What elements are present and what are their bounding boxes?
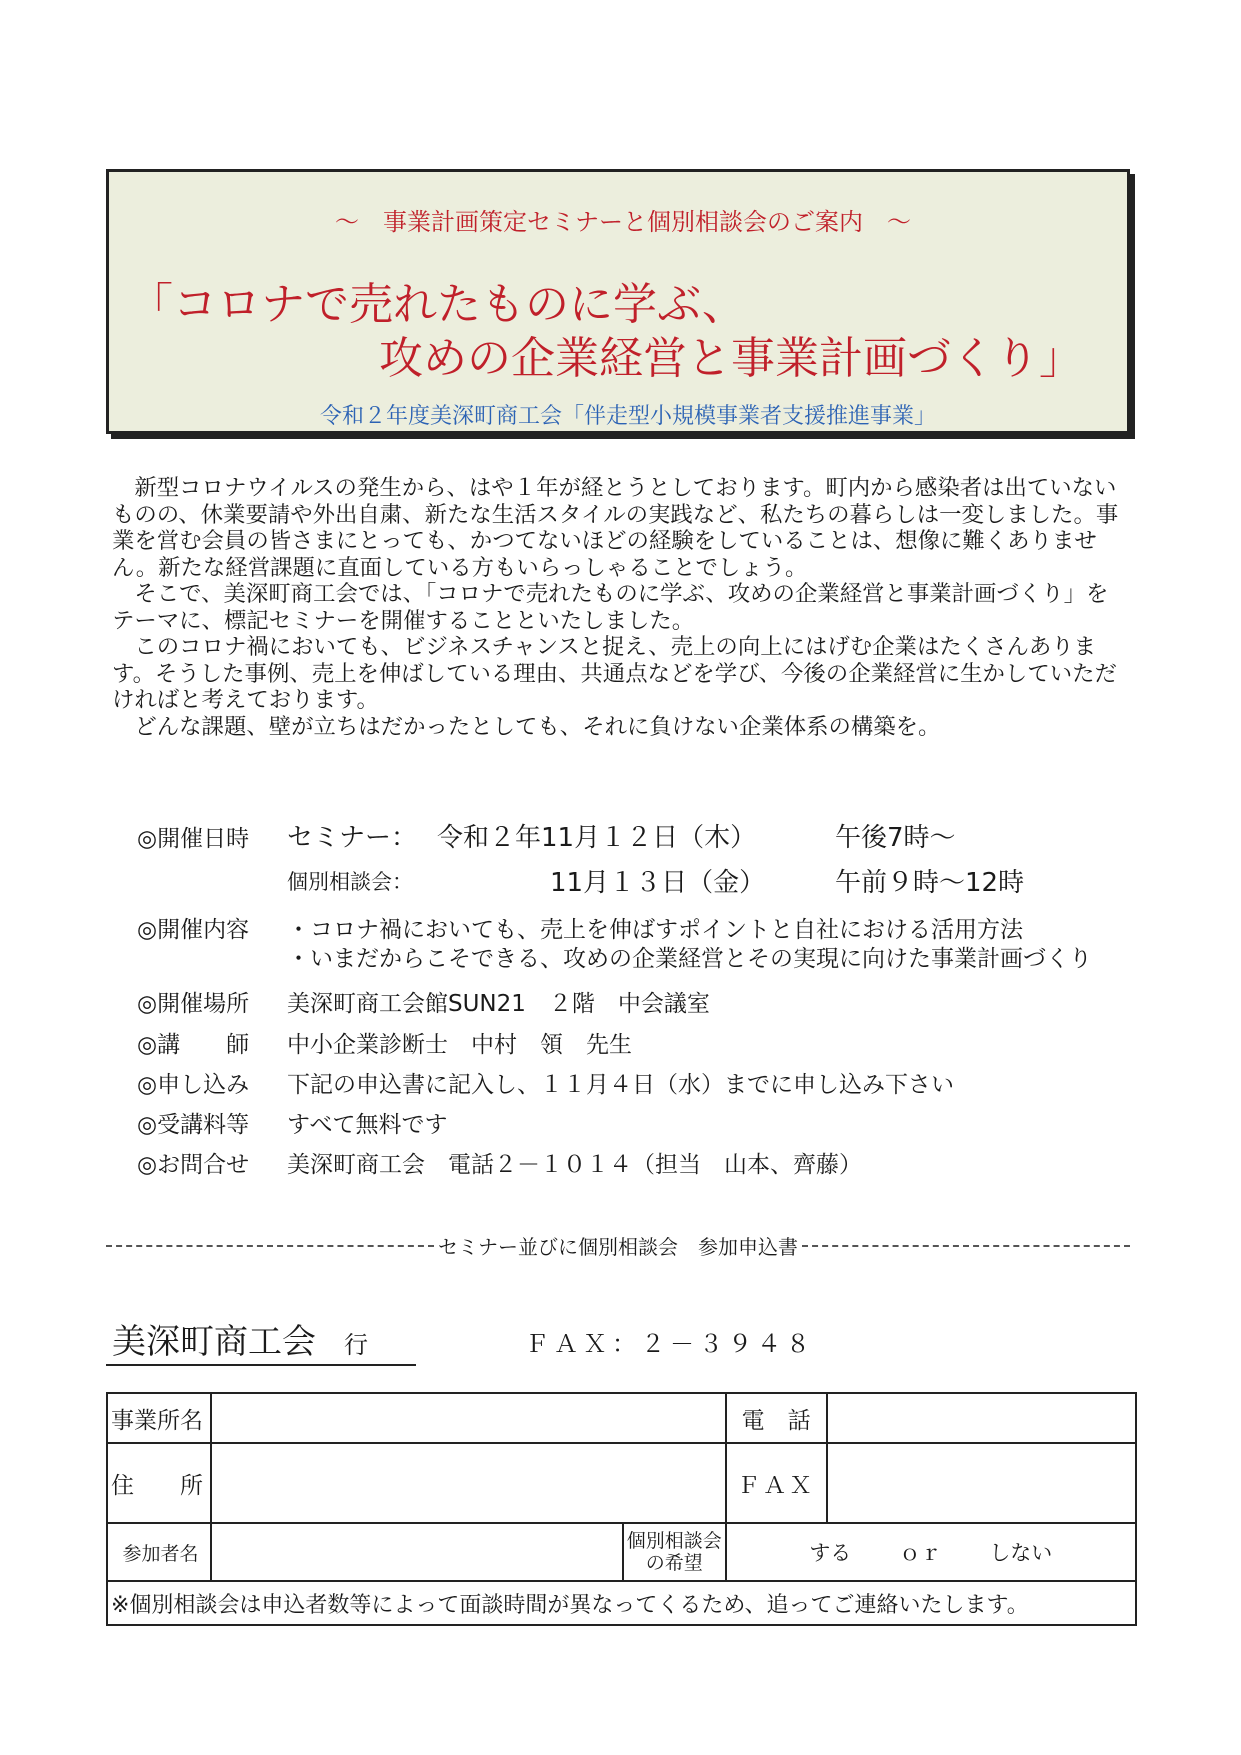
address-label: 住 所	[107, 1443, 211, 1523]
content-label: ◎開催内容	[137, 917, 250, 943]
fax-field[interactable]	[827, 1443, 1136, 1523]
consult-date: 11月１３日（金）	[550, 868, 766, 898]
destination-underline	[106, 1364, 416, 1366]
title-line-1: 「コロナで売れたものに学ぶ、	[129, 279, 746, 330]
form-row-note	[107, 1581, 1136, 1625]
form-divider	[106, 1231, 1130, 1260]
form-row-address	[107, 1443, 1136, 1523]
lecturer-label: ◎講 師	[137, 1032, 250, 1058]
title-line-2: 攻めの企業経営と事業計画づくり」	[379, 333, 1083, 384]
lecturer-value: 中小企業診断士 中村 領 先生	[287, 1032, 632, 1058]
project-name: 令和２年度美深町商工会「伴走型小規模事業者支援推進事業」	[319, 404, 936, 429]
form-fax-number: ＦＡＸ：２－３９４８	[525, 1330, 815, 1358]
destination-suffix: 行	[344, 1331, 368, 1359]
business-name-label: 事業所名	[107, 1393, 211, 1443]
subtitle: ～ 事業計画策定セミナーと個別相談会のご案内 ～	[335, 208, 911, 236]
consult-wish-label: 個別相談会 の希望	[623, 1523, 726, 1581]
option-no[interactable]: しない	[989, 1541, 1053, 1565]
seminar-label: セミナー：	[287, 823, 418, 853]
divider-dash-left	[106, 1245, 434, 1247]
destination-name: 美深町商工会	[112, 1322, 316, 1362]
fee-value: すべて無料です	[287, 1112, 448, 1138]
form-destination	[112, 1314, 368, 1363]
contact-value: 美深町商工会 電話２－１０１４（担当 山本、齊藤）	[287, 1152, 862, 1178]
address-field[interactable]	[211, 1443, 726, 1523]
apply-value: 下記の申込書に記入し、１１月４日（水）までに申し込み下さい	[287, 1072, 954, 1098]
phone-field[interactable]	[827, 1393, 1136, 1443]
divider-dash-right	[802, 1245, 1130, 1247]
option-yes[interactable]: する	[809, 1541, 852, 1565]
consult-time: 午前９時～12時	[835, 868, 1025, 898]
apply-label: ◎申し込み	[137, 1072, 250, 1098]
participant-label: 参加者名	[107, 1523, 211, 1581]
venue-value: 美深町商工会館SUN21 ２階 中会議室	[287, 991, 710, 1017]
fee-label: ◎受講料等	[137, 1112, 250, 1138]
form-row-business	[107, 1393, 1136, 1443]
header-box	[106, 169, 1130, 434]
consult-label: 個別相談会：	[287, 870, 413, 894]
option-or: ｏｒ	[899, 1541, 942, 1565]
content-item-1: ・コロナ禍においても、売上を伸ばすポイントと自社における活用方法	[287, 917, 1023, 943]
intro-text: 新型コロナウイルスの発生から、はや１年が経とうとしております。町内から感染者は出ていないものの、休業要請や外出自粛、新たな生活スタイルの実践など、私たちの暮らしは一変しました。事業を営む会員の皆さまにとっても、かつてないほどの経験をしていることは、想像に難くありません。新たな経営課題に直面している方もいらっしゃることでしょう。 そこで、美深町商工会では、「コロナで売れたものに学ぶ、攻めの企業経営と事業計画づくり」をテーマに、標記セミナーを開催することといたしました。 このコロナ禍においても、ビジネスチャンスと捉え、売上の向上にはげむ企業はたくさんあります。そうした事例、売上を伸ばしている理由、共通点などを学び、今後の企業経営に生かしていただければと考えております。 どんな課題、壁が立ちはだかったとしても、それに負けない企業体系の構築を。	[112, 475, 1119, 740]
consult-options	[726, 1523, 1136, 1581]
form-divider-title: セミナー並びに個別相談会 参加申込書	[438, 1235, 798, 1259]
venue-label: ◎開催場所	[137, 991, 250, 1017]
application-form	[106, 1392, 1137, 1626]
contact-label: ◎お問合せ	[137, 1152, 250, 1178]
phone-label: 電 話	[726, 1393, 827, 1443]
participant-field[interactable]	[211, 1523, 623, 1581]
form-note: ※個別相談会は申込者数等によって面談時間が異なってくるため、追ってご連絡いたします。	[107, 1581, 1136, 1625]
business-name-field[interactable]	[211, 1393, 726, 1443]
content-item-2: ・いまだからこそできる、攻めの企業経営とその実現に向けた事業計画づくり	[287, 946, 1092, 972]
seminar-time: 午後7時～	[835, 823, 956, 853]
fax-label: ＦＡＸ	[726, 1443, 827, 1523]
datetime-label: ◎開催日時	[137, 826, 250, 852]
seminar-date: 令和２年11月１２日（木）	[437, 823, 757, 853]
form-row-participant	[107, 1523, 1136, 1581]
